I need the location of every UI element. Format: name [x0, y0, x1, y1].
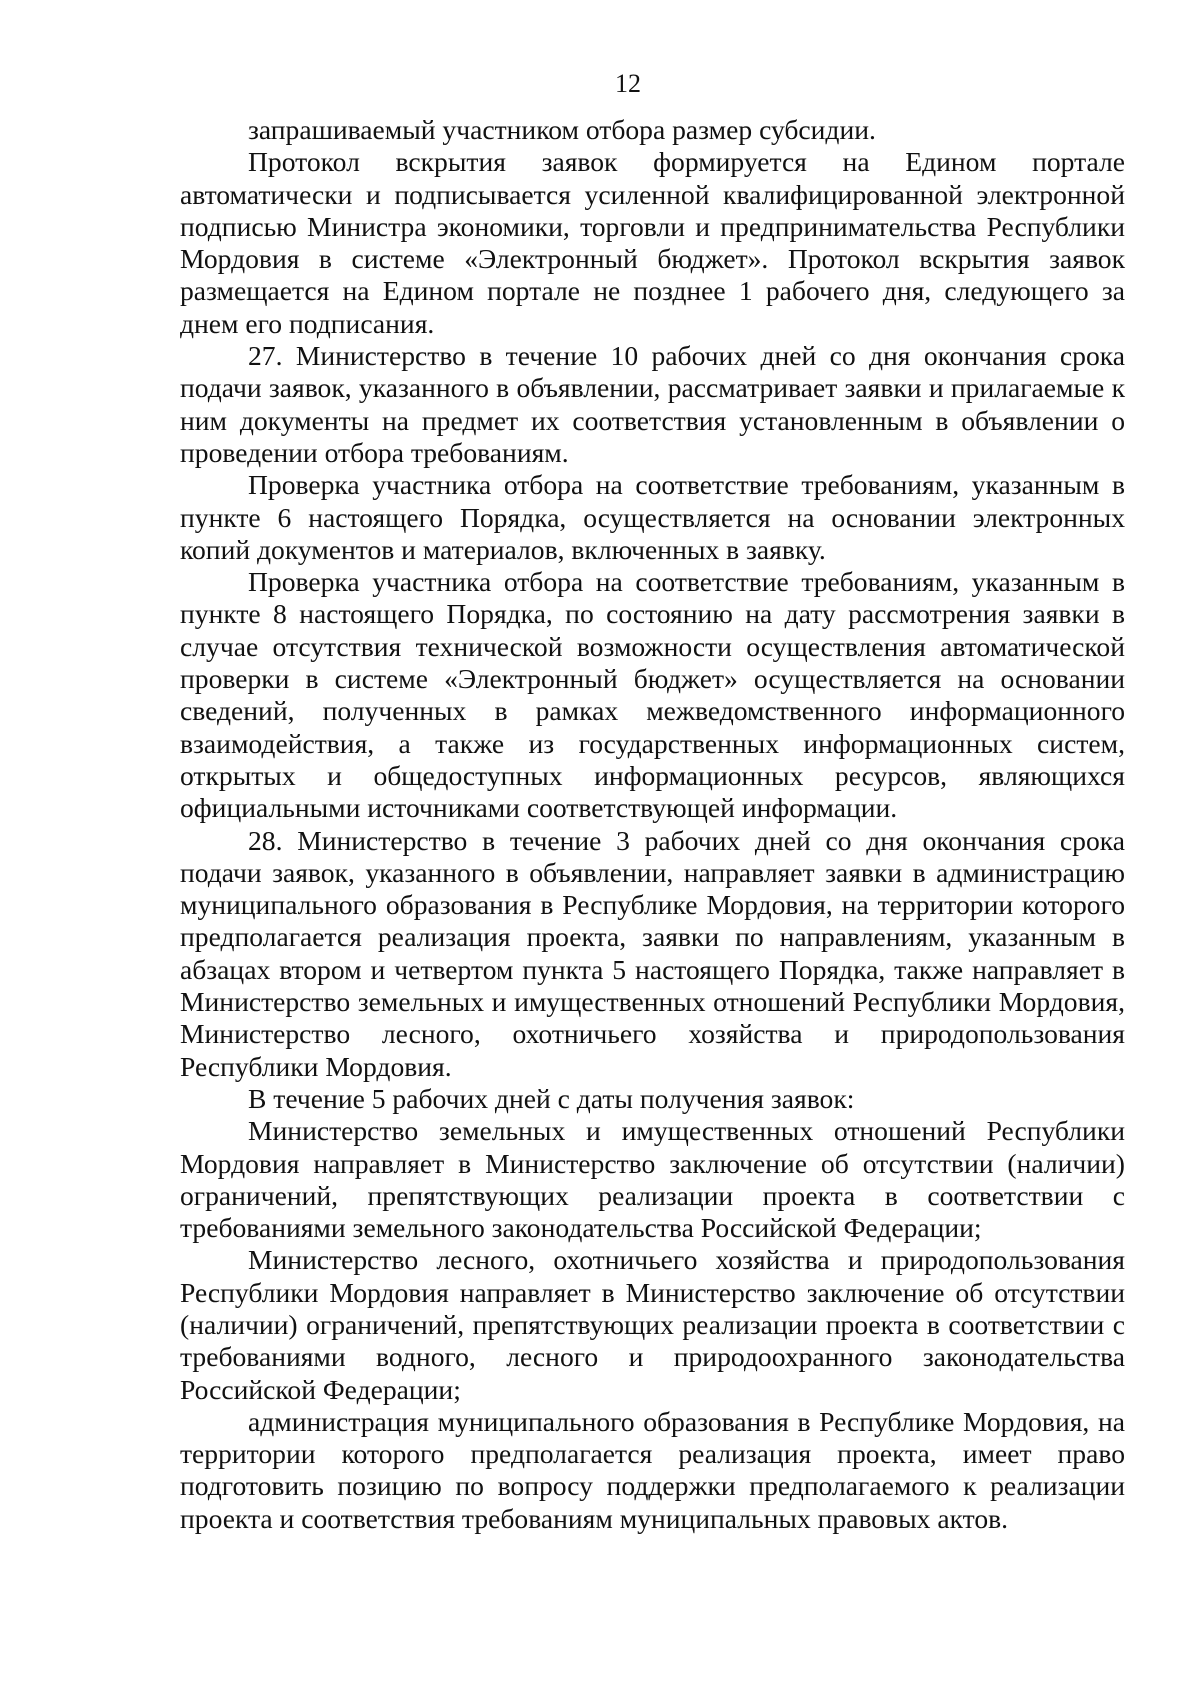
paragraph-item-28: 28. Министерство в течение 3 рабочих дней со дня окончания срока подачи заявок, указанного в объявлении, направляет заявки в администрацию муниципального образования в Республике Мордовия, на территории которого предполагается реализация проекта, заявки по направлениям, указанным в абзацах втором и четвертом пункта 5 настоящего Порядка, также направляет в Министерство земельных и имущественных отношений Республики Мордовия, Министерство лесного, охотничьего хозяйства и природопользования Республики Мордовия. — [180, 824, 1125, 1082]
paragraph-forest-ministry: Министерство лесного, охотничьего хозяйства и природопользования Республики Мордовия направляет в Министерство заключение об отсутствии (наличии) ограничений, препятствующих реализации проекта в соответствии с требованиями водного, лесного и природоохранного законодательства Российской Федерации; — [180, 1244, 1125, 1405]
page-number: 12 — [615, 69, 641, 98]
paragraph-item-27: 27. Министерство в течение 10 рабочих дней со дня окончания срока подачи заявок, указанного в объявлении, рассматривает заявки и прилагаемые к ним документы на предмет их соответствия установленным в объявлении о проведении отбора требованиям. — [180, 340, 1125, 468]
paragraph-check-point-6: Проверка участника отбора на соответствие требованиям, указанным в пункте 6 настоящего Порядка, осуществляется на основании электронных копий документов и материалов, включенных в заявку. — [180, 469, 1125, 565]
paragraph-five-days: В течение 5 рабочих дней с даты получения заявок: — [248, 1082, 855, 1114]
document-body — [180, 114, 1125, 1535]
paragraph-land-ministry: Министерство земельных и имущественных отношений Республики Мордовия направляет в Министерство заключение об отсутствии (наличии) ограничений, препятствующих реализации проекта в соответствии с требованиями земельного законодательства Российской Федерации; — [180, 1115, 1125, 1244]
paragraph-subsidy-size: запрашиваемый участником отбора размер субсидии. — [248, 114, 876, 145]
paragraph-opening-protocol: Протокол вскрытия заявок формируется на Едином портале автоматически и подписывается усиленной квалифицированной электронной подписью Министра экономики, торговли и предпринимательства Республики Мордовия в системе «Электронный бюджет». Протокол вскрытия заявок размещается на Едином портале не позднее 1 рабочего дня, следующего за днем его подписания. — [180, 146, 1125, 339]
paragraph-municipal-administration: администрация муниципального образования в Республике Мордовия, на территории которого предполагается реализация проекта, имеет право подготовить позицию по вопросу поддержки предполагаемого к реализации проекта и соответствия требованиям муниципальных правовых актов. — [180, 1405, 1125, 1534]
paragraph-check-point-8: Проверка участника отбора на соответствие требованиям, указанным в пункте 8 настоящего Порядка, по состоянию на дату рассмотрения заявки в случае отсутствия технической возможности осуществления автоматической проверки в системе «Электронный бюджет» осуществляется на основании сведений, полученных в рамках межведомственного информационного взаимодействия, а также из государственных информационных систем, открытых и общедоступных информационных ресурсов, являющихся официальными источниками соответствующей информации. — [180, 566, 1125, 824]
